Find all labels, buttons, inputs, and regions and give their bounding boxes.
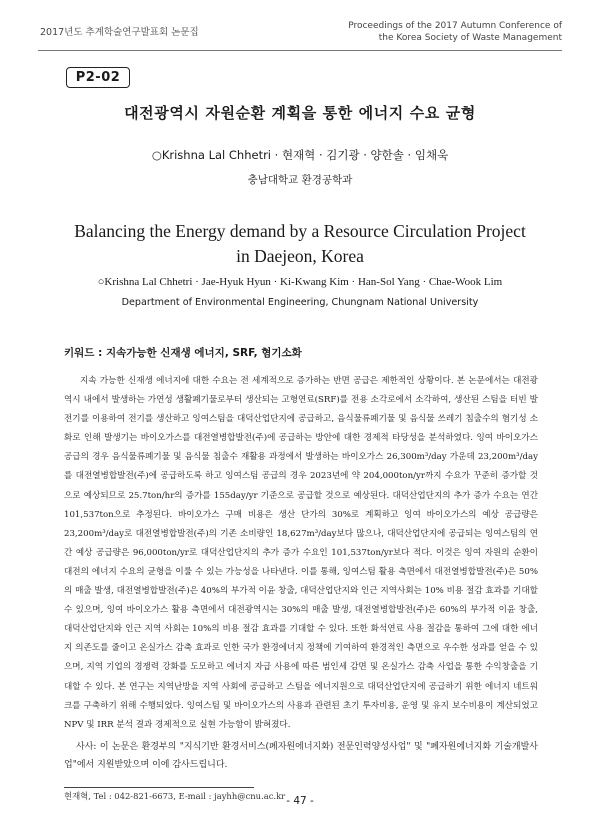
paper-code-badge: P2-02	[66, 67, 130, 88]
abstract-body: 지속 가능한 신재생 에너지에 대한 수요는 전 세계적으로 증가하는 반면 공급은 제한적인 상황이다. 본 논문에서는 대전광역시 내에서 발생하는 가연성 생활폐기물로부터 생산되는 고형연료(SRF)를 전용 소각로에서 소각하여, 생산된 스팀을 터빈 발전기를 이용하여 전기를 생산하고 잉여스팀을 대덕산업단지에 공급하고, 음식물류폐기물 및 음식물 쓰레기 침출수의 혐기성 소화로 인해 발생기는 바이오가스를 대전열병합발전(주)에 공급하는 방안에 대한 경제적 타당성을 분석하였다. 잉여 바이오가스 공급의 경우 음식물류폐기물 및 음식물 침출수 재활용 과정에서 발생하는 바이오가스 26,300m³/day 가운데 23,200m³/day를 대전열병합발전(주)에 공급하도록 하고 잉여스팀 공급의 경우 2023년에 약 204,000ton/yr까지 수요가 꾸준히 증가할 것으로 예상되므로 25.7ton/hr의 증가를 155day/yr 기준으로 공급할 것으로 예상된다. 대덕산업단지의 추가 증가 수요는 연간 101,537ton으로 추정된다. 바이오가스 구매 비용은 생산 단가의 30%로 계획하고 잉여 바이오가스의 예상 공급량은 23,200m³/day로 대전열병합발전(주)의 기존 소비량인 18,627m³/day보다 많으나, 대덕산업단지에 공급되는 잉여스팀의 연간 예상 공급량은 96,000ton/yr로 대덕산업단지의 추가 증가 수요인 101,537ton/yr보다 적다. 이것은 잉여 자원의 순환이 대전의 에너지 수요의 균형을 이룰 수 있는 가능성을 나타낸다. 이를 통해, 잉여스팀 활용 측면에서 대전열병합발전(주)은 50%의 매출 발생, 대전열병합발전(주)은 40%의 부가적 이윤 창출, 대덕산업단지와 인근 지역사회는 10% 비용 절감 효과를 기대할 수 있으며, 잉여 바이오가스 활용 측면에서 대전광역시는 30%의 매출 발생, 대전열병합발전(주)은 60%의 부가적 이윤 창출, 대덕산업단지와 인근 지역 사회는 10%의 비용 절감 효과를 기대할 수 있다. 또한 화석연료 사용 절감을 통하여 그에 대한 에너지 의존도를 줄이고 온실가스 감축 효과로 인한 국가 환경에너지 정책에 기여하여 환경적인 측면으로 우수한 성과를 얻을 수 있으며, 지역 기업의 경쟁력 강화를 도모하고 에너지 자급 사용에 따른 범인세 감면 및 온실가스 감축 사업을 통한 수익창출을 기대할 수 있다. 본 연구는 지역난방을 지역 사회에 공급하고 스팀을 에너지원으로 대덕산업단지에 공급하기 위한 에너지 네트워크를 구축하기 위해 수행되었다. 잉여스팀 및 바이오가스의 사용과 관련된 초기 투자비용, 운영 및 유지 보수비용이 계산되었고 NPV 및 IRR 분석 결과 경제적으로 실현 가능함이 밝혀졌다.	[64, 376, 538, 730]
header-right	[348, 21, 562, 44]
english-title-line2: in Daejeon, Korea	[236, 246, 364, 266]
header-divider	[38, 50, 562, 51]
english-affiliation: Department of Environmental Engineering, Chungnam National University	[121, 297, 479, 308]
korean-authors: ○Krishna Lal Chhetri · 현재혁 · 김기광 · 양한솔 · 임채욱	[151, 148, 449, 162]
footnote-contact: 현재혁, Tel : 042-821-6673, E-mail : jayhh@cnu.ac.kr	[64, 791, 286, 801]
footnote-divider	[64, 787, 254, 788]
page-number: - 47 -	[286, 795, 314, 807]
english-authors: ○Krishna Lal Chhetri · Jae-Hyuk Hyun · Ki-Kwang Kim · Han-Sol Yang · Chae-Wook Lim	[97, 276, 503, 288]
keywords: 키워드 : 지속가능한 신재생 에너지, SRF, 혐기소화	[64, 347, 302, 359]
korean-title: 대전광역시 자원순환 계획을 통한 에너지 수요 균형	[124, 104, 476, 122]
korean-affiliation: 충남대학교 환경공학과	[247, 174, 353, 186]
english-title	[60, 219, 540, 269]
header-left: 2017년도 추계학술연구발표회 논문집	[40, 27, 199, 38]
header-right-line2: the Korea Society of Waste Management	[378, 32, 562, 43]
header-right-line1: Proceedings of the 2017 Autumn Conference of	[348, 21, 562, 31]
english-title-line1: Balancing the Energy demand by a Resource Circulation Project	[74, 221, 526, 241]
acknowledgement: 사사: 이 논문은 환경부의 "지식기반 환경서비스(폐자원에너지화) 전문인력양성사업" 및 "폐자원에너지화 기술개발사업"에서 지원받았으며 이에 감사드립니다.	[64, 742, 538, 770]
